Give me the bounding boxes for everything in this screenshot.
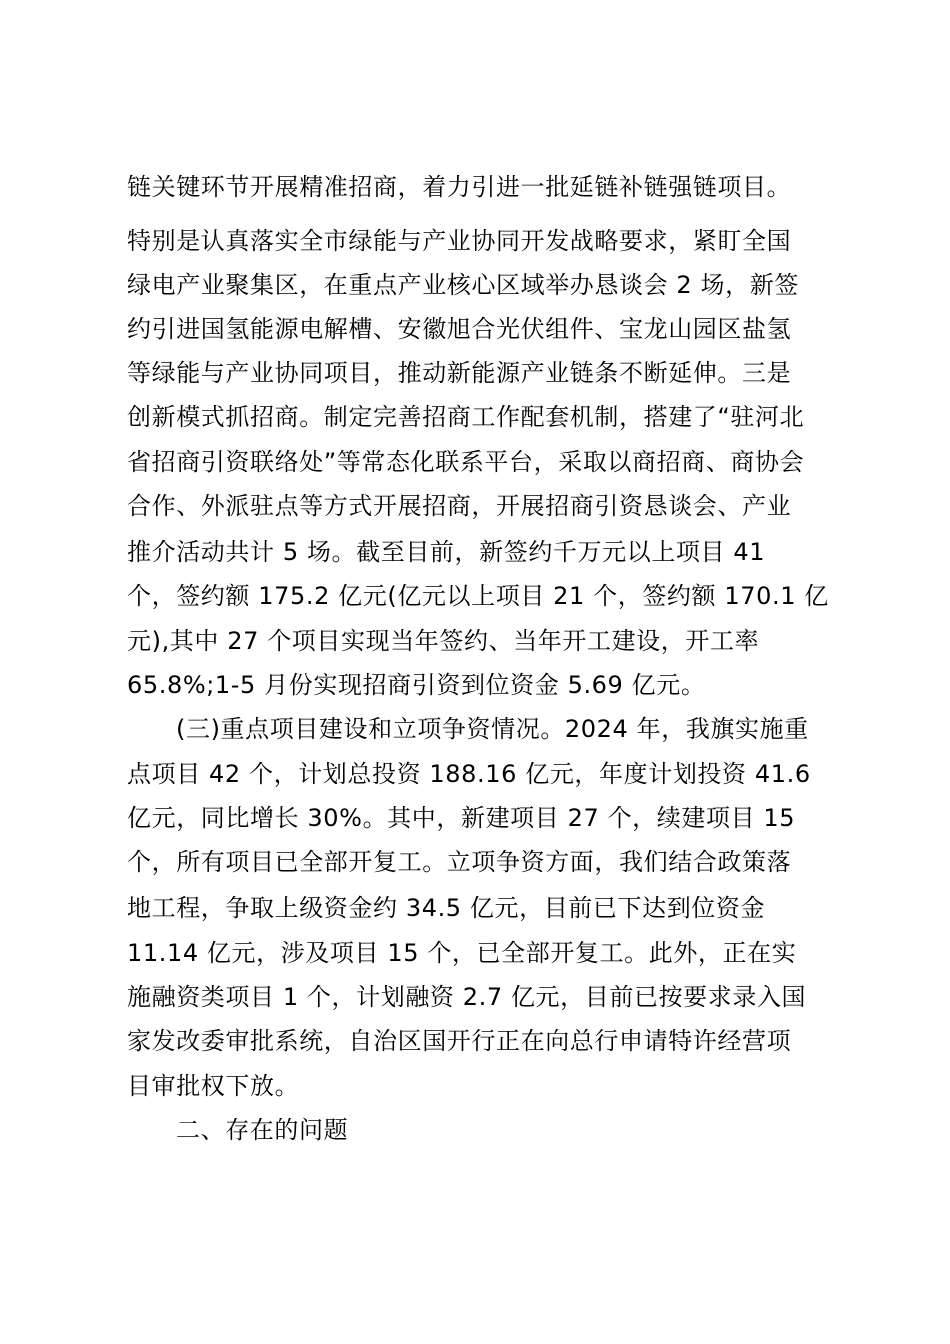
text-line-8: 合作、外派驻点等方式开展招商，开展招商引资恳谈会、产业: [127, 492, 792, 520]
text-line-11: 元),其中 27 个项目实现当年签约、当年开工建设，开工率: [127, 627, 760, 655]
section-heading-3: (三)重点项目建设和立项争资情况。2024 年，我旗实施重: [176, 715, 809, 743]
text-line-9: 推介活动共计 5 场。截至目前，新签约千万元以上项目 41: [127, 538, 766, 566]
text-line-3: 绿电产业聚集区，在重点产业核心区域举办恳谈会 2 场，新签: [127, 271, 799, 299]
text-line-15: 亿元，同比增长 30%。其中，新建项目 27 个，续建项目 15: [127, 804, 796, 832]
text-line-1: 链关键环节开展精准招商，着力引进一批延链补链强链项目。: [127, 173, 792, 201]
text-line-6: 创新模式抓招商。制定完善招商工作配套机制，搭建了“驻河北: [127, 403, 805, 431]
text-line-7: 省招商引资联络处”等常态化联系平台，采取以商招商、商协会: [127, 448, 805, 476]
text-line-4: 约引进国氢能源电解槽、安徽旭合光伏组件、宝龙山园区盐氢: [127, 315, 792, 343]
text-line-10: 个，签约额 175.2 亿元(亿元以上项目 21 个，签约额 170.1 亿: [127, 582, 829, 610]
text-line-5: 等绿能与产业协同项目，推动新能源产业链条不断延伸。三是: [127, 359, 792, 387]
text-line-19: 施融资类项目 1 个，计划融资 2.7 亿元，目前已按要求录入国: [127, 983, 807, 1011]
text-line-20: 家发改委审批系统，自治区国开行正在向总行申请特许经营项: [127, 1027, 792, 1055]
text-line-14: 点项目 42 个，计划总投资 188.16 亿元，年度计划投资 41.6: [127, 760, 811, 788]
text-line-18: 11.14 亿元，涉及项目 15 个，已全部开复工。此外，正在实: [127, 939, 797, 967]
text-line-17: 地工程，争取上级资金约 34.5 亿元，目前已下达到位资金: [127, 894, 766, 922]
text-line-12: 65.8%;1-5 月份实现招商引资到位资金 5.69 亿元。: [127, 671, 706, 699]
text-line-16: 个，所有项目已全部开复工。立项争资方面，我们结合政策落: [127, 848, 792, 876]
text-line-21: 目审批权下放。: [127, 1072, 300, 1100]
text-line-2: 特别是认真落实全市绿能与产业协同开发战略要求，紧盯全国: [127, 227, 792, 255]
section-heading-problems: 二、存在的问题: [176, 1116, 349, 1144]
